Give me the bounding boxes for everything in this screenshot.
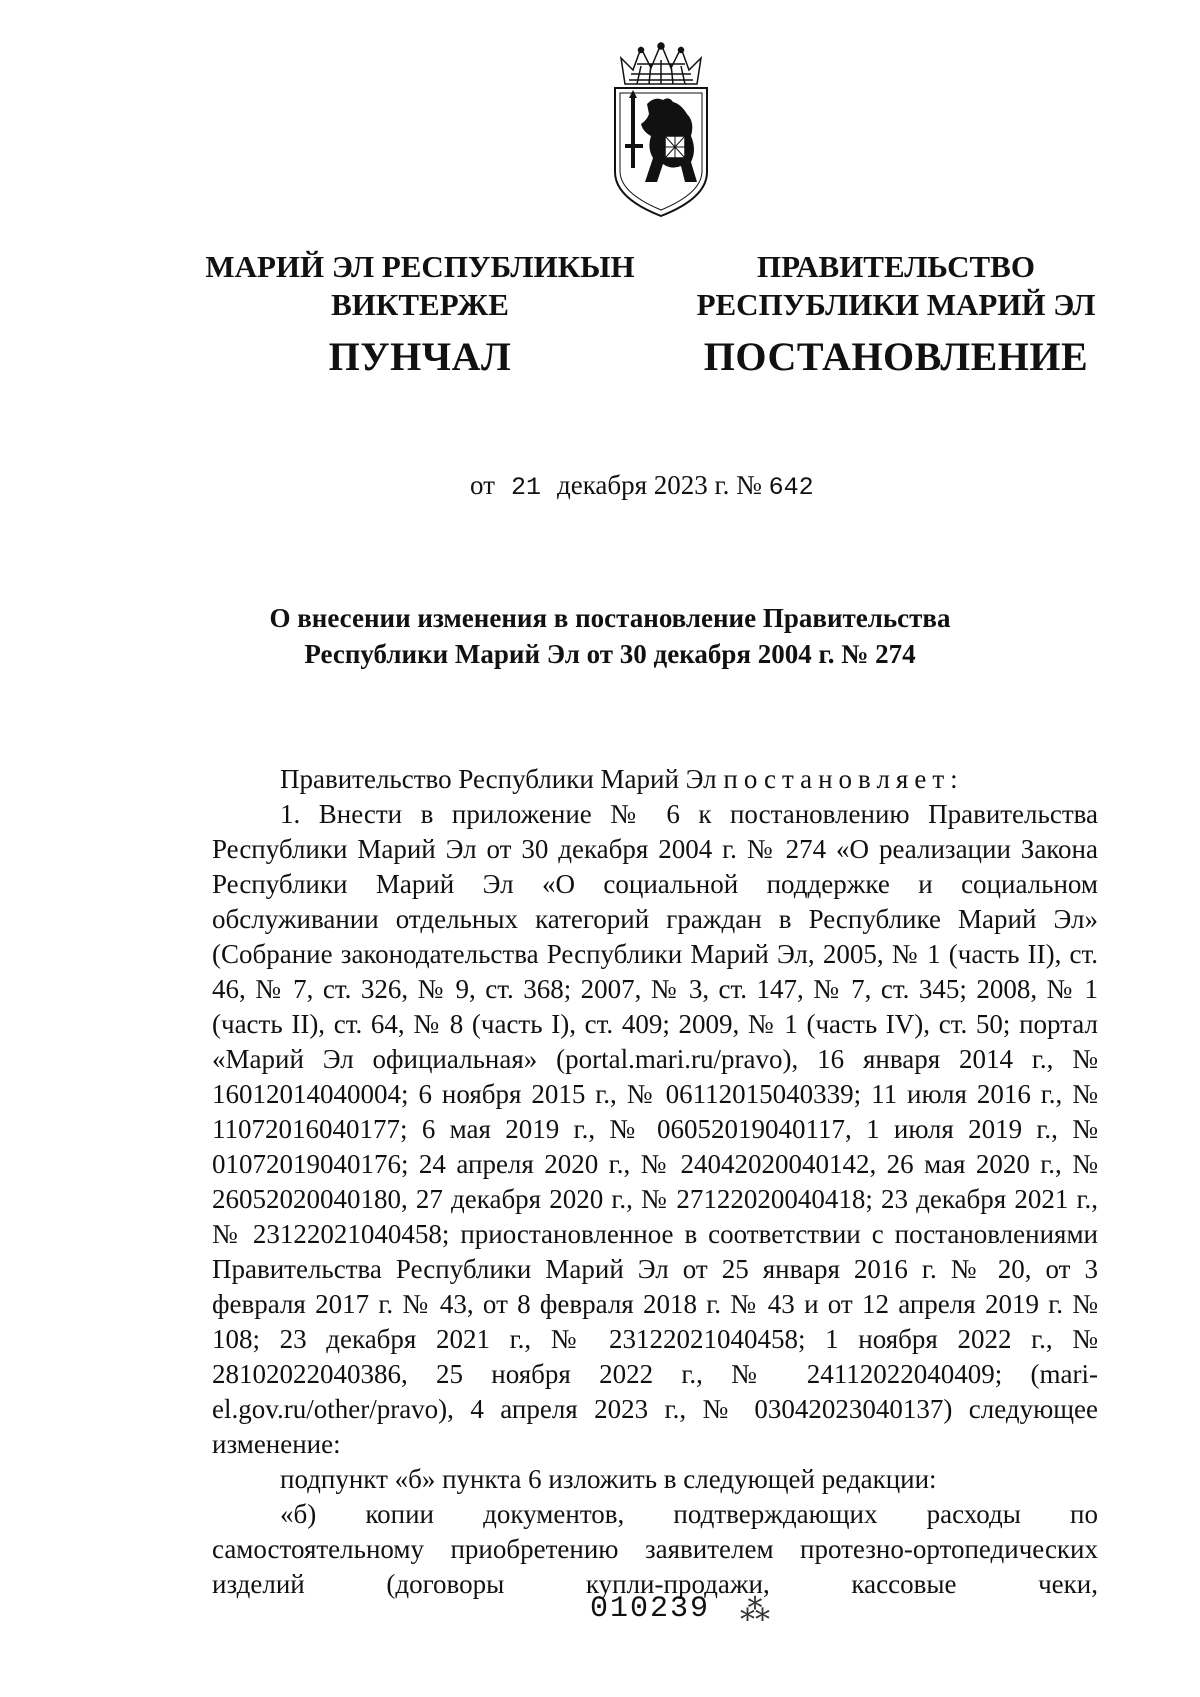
decree-subject <box>200 600 1020 672</box>
header-russian-doc-type: ПОСТАНОВЛЕНИЕ <box>703 334 1089 379</box>
header-mari-line1: МАРИЙ ЭЛ РЕСПУБЛИКЫН <box>205 249 635 284</box>
decree-date-line <box>470 470 814 502</box>
header-mari-doc-type: ПУНЧАЛ <box>328 334 512 379</box>
paragraph-1: 1. Внести в приложение № 6 к постановлению Правительства Республики Марий Эл от 30 декабря 2004 г. № 274 «О реализации Закона Республики Марий Эл «О социальной поддержке и социальном обслуживании отдельных категорий граждан в Республике Марий Эл» (Собрание законодательства Республики Марий Эл, 2005, № 1 (часть II), ст. 46, № 7, ст. 326, № 9, ст. 368; 2007, № 3, ст. 147, № 7, ст. 345; 2008, № 1 (часть II), ст. 64, № 8 (часть I), ст. 409; 2009, № 1 (часть IV), ст. 50; портал «Марий Эл официальная» (portal.mari.ru/pravo), 16 января 2014 г., № 16012014040004; 6 ноября 2015 г., № 06112015040339; 11 июля 2016 г., № 11072016040177; 6 мая 2019 г., № 06052019040117, 1 июля 2019 г., № 01072019040176; 24 апреля 2020 г., № 24042020040142, 26 мая 2020 г., № 26052020040180, 27 декабря 2020 г., № 27122020040418; 23 декабря 2021 г., № 23122021040458; приостановленное в соответствии с постановлениями Правительства Республики Марий Эл от 25 января 2016 г. № 20, от 3 февраля 2017 г. № 43, от 8 февраля 2018 г. № 43 и от 12 апреля 2019 г. № 108; 23 декабря 2021 г., № 23122021040458; 1 ноября 2022 г., № 28102022040386, 25 ноября 2022 г., № 24112022040409; (mari-el.gov.ru/other/pravo), 4 апреля 2023 г., № 03042023040137) следующее изменение: <box>212 799 1098 1459</box>
paragraph-2: подпункт «б» пункта 6 изложить в следующей редакции: <box>280 1464 937 1494</box>
intro-paragraph <box>212 762 1098 797</box>
header-russian <box>686 248 1106 379</box>
intro-spaced-text: постановляет: <box>723 764 964 794</box>
date-prefix: от <box>470 470 495 500</box>
header-mari-line2: ВИКТЕРЖЕ <box>331 287 509 322</box>
decree-body <box>212 762 1098 1602</box>
subject-line2: Республики Марий Эл от 30 декабря 2004 г. № 274 <box>304 639 916 669</box>
coat-of-arms-icon <box>607 40 715 220</box>
decree-number: 642 <box>768 473 814 502</box>
header-russian-line1: ПРАВИТЕЛЬСТВО <box>757 249 1035 284</box>
header-mari <box>190 248 650 379</box>
paragraph-3: «б) копии документов, подтверждающих расходы по самостоятельному приобретению заявителем протезно-ортопедических изделий (договоры купли-продажи, кассовые чеки, <box>212 1499 1098 1599</box>
header-russian-line2: РЕСПУБЛИКИ МАРИЙ ЭЛ <box>696 287 1096 322</box>
date-day: 21 <box>510 473 541 502</box>
intro-text: Правительство Республики Марий Эл <box>280 764 717 794</box>
subject-line1: О внесении изменения в постановление Правительства <box>269 603 951 633</box>
footer-mark: ⁂ <box>740 1594 770 1627</box>
serial-number: 010239 <box>590 1592 711 1626</box>
date-month-year: декабря 2023 г. № <box>556 470 762 500</box>
